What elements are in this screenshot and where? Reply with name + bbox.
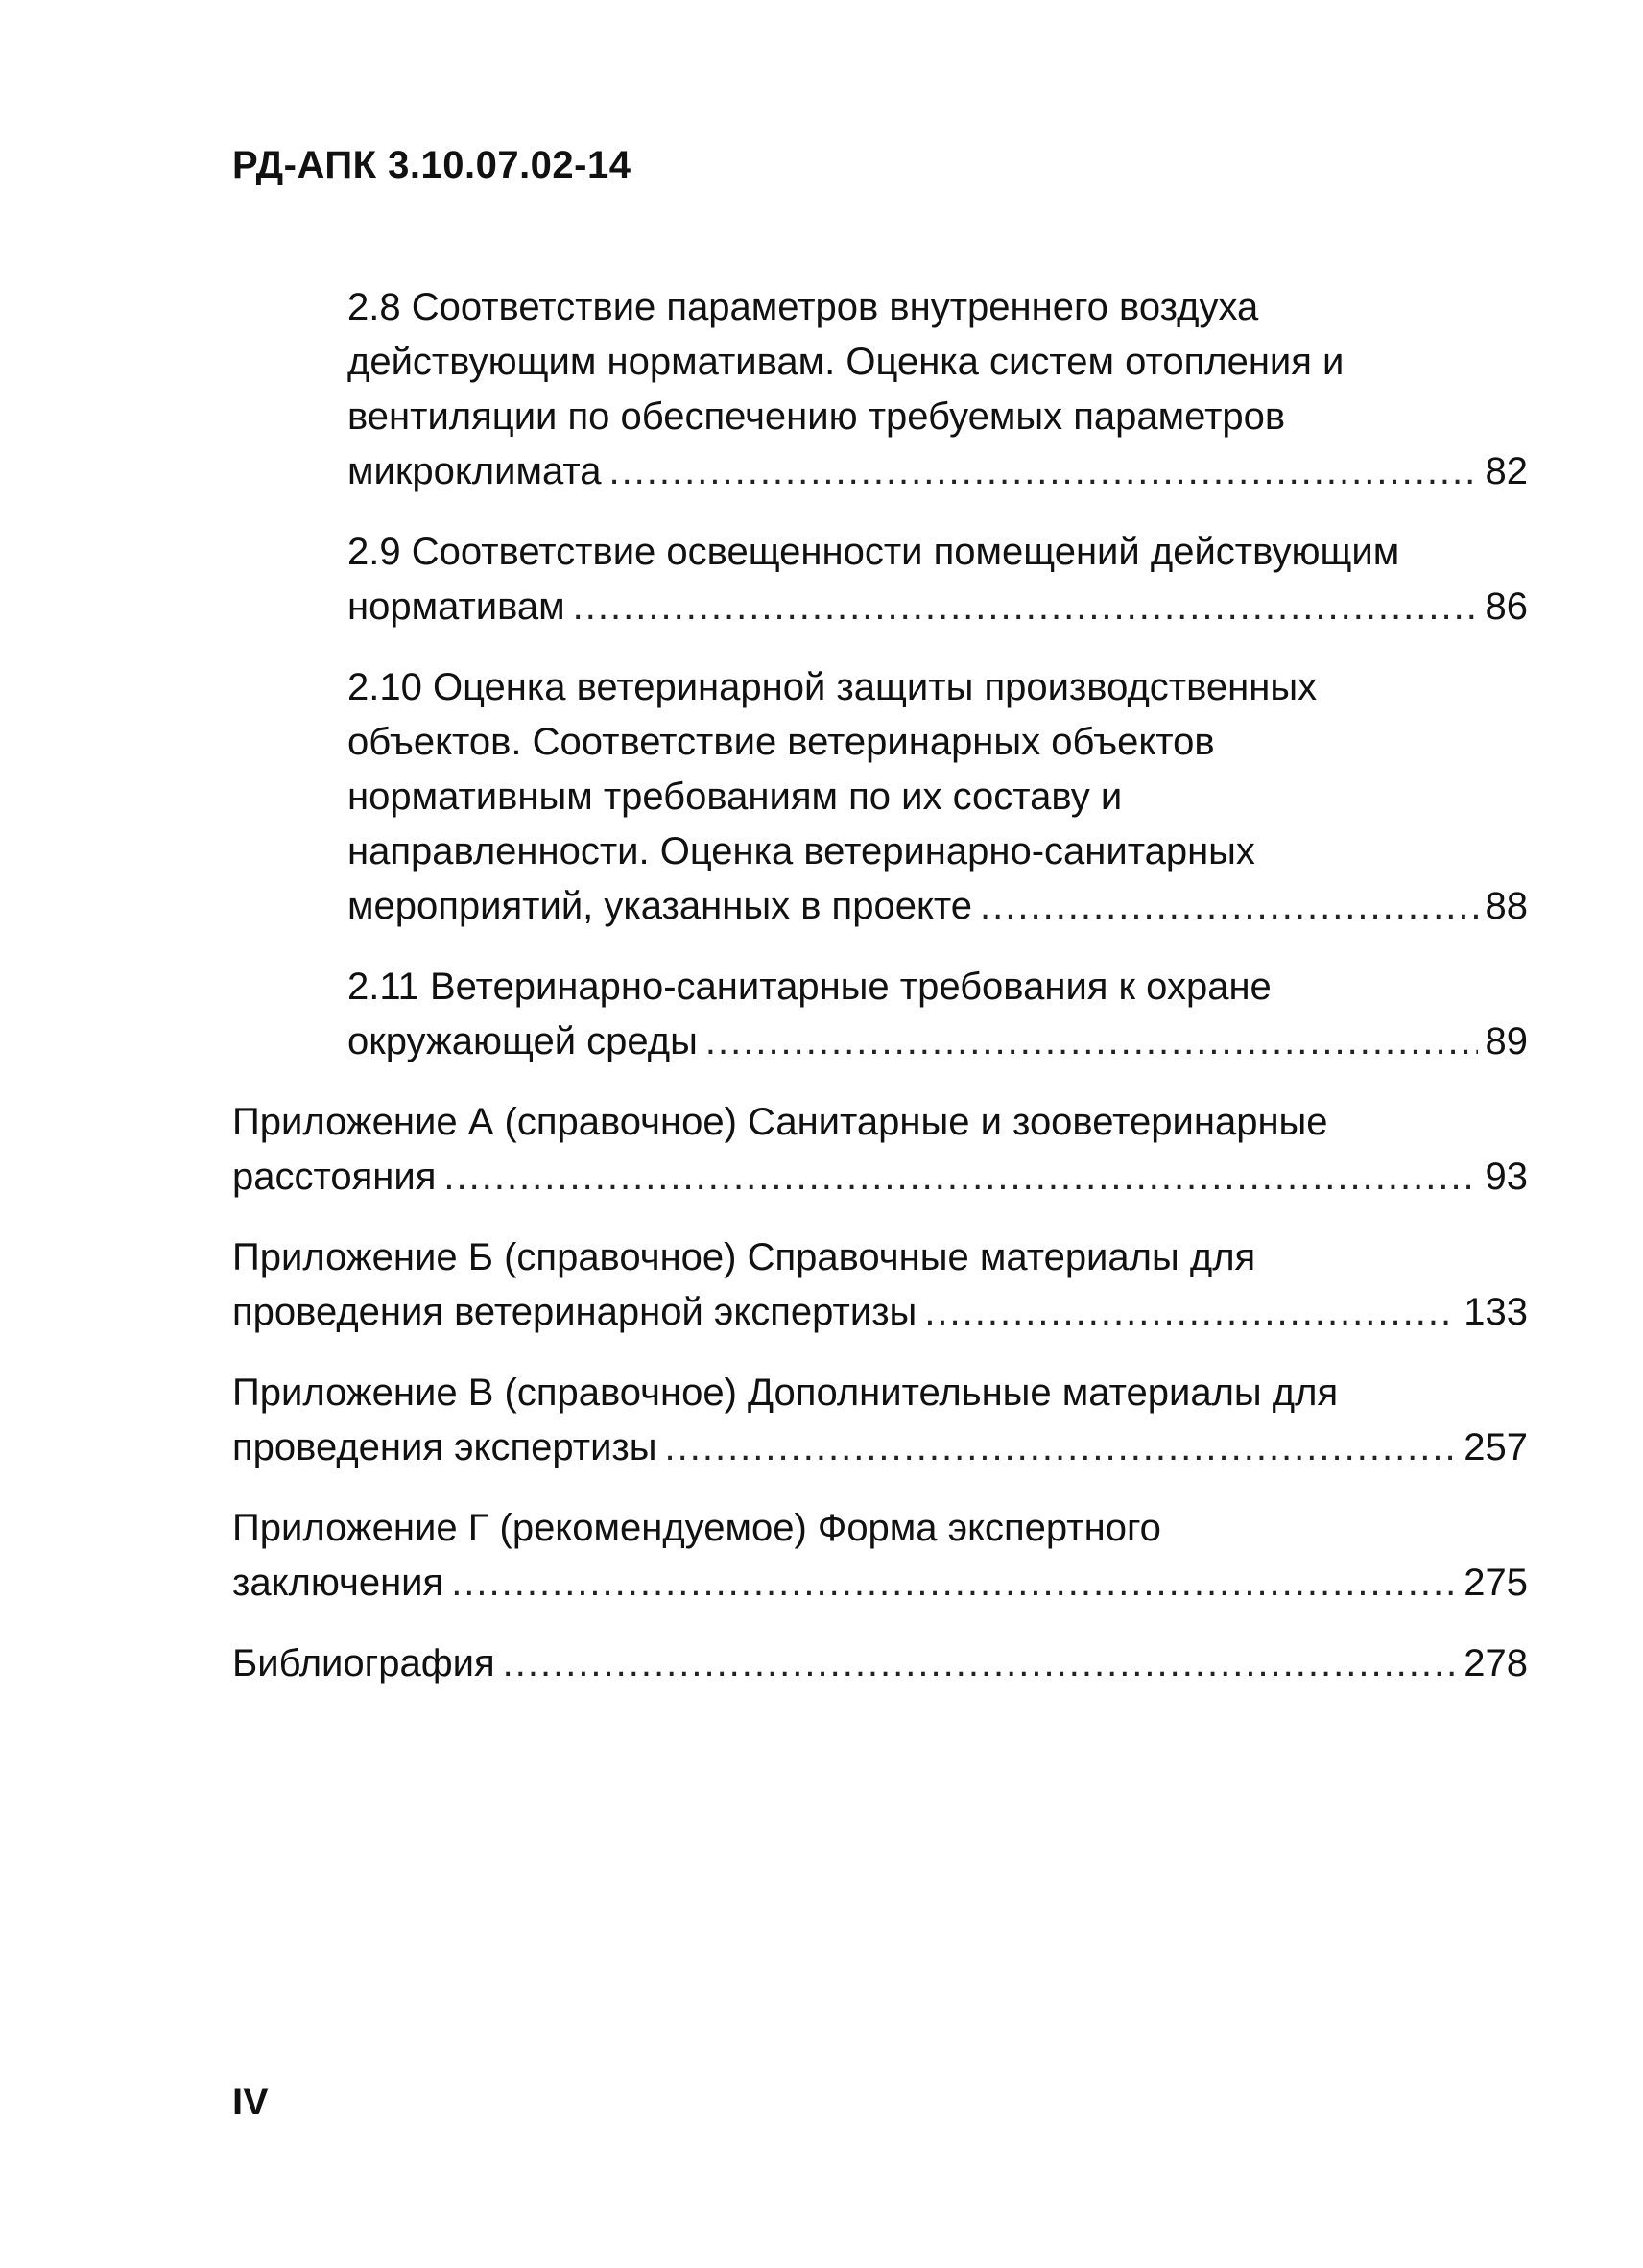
toc-page-number: 82 [1485, 450, 1528, 492]
toc-entry-line: действующим нормативам. Оценка систем отопления и [347, 341, 1345, 383]
toc-entry-bibliography [232, 1636, 1528, 1691]
toc-entry-line: Приложение Г (рекомендуемое) Форма экспертного [232, 1507, 1161, 1549]
toc-entry-line: окружающей среды [347, 1020, 698, 1062]
toc-page-number: 93 [1485, 1156, 1528, 1198]
toc-entry-line: направленности. Оценка ветеринарно-санитарных [347, 830, 1255, 872]
toc-entry-line: 2.9 Соответствие освещенности помещений действующим [347, 531, 1400, 573]
toc-entry-2-11 [232, 960, 1528, 1069]
toc-page-number: 257 [1464, 1426, 1528, 1468]
leader-dots [705, 1015, 1478, 1069]
toc-page-number: 275 [1464, 1562, 1528, 1604]
toc-entry-appendix-b [232, 1230, 1528, 1340]
leader-dots [443, 1150, 1477, 1205]
toc-entry-line: 2.11 Ветеринарно-санитарные требования к охране [347, 966, 1272, 1008]
toc-page-number: 89 [1485, 1020, 1528, 1062]
toc-entry-line: нормативам [347, 585, 565, 628]
toc-entry-line: 2.8 Соответствие параметров внутреннего воздуха [347, 286, 1259, 328]
leader-dots [608, 444, 1477, 499]
toc-entry-line: расстояния [232, 1156, 437, 1198]
toc-entry-line: объектов. Соответствие ветеринарных объектов [347, 721, 1215, 763]
toc-entry-2-10 [232, 660, 1528, 934]
leader-dots [503, 1636, 1457, 1691]
table-of-contents [232, 280, 1528, 1717]
toc-page-number: 86 [1485, 585, 1528, 628]
toc-entry-line: микроклимата [347, 450, 602, 492]
toc-entry-final-line [232, 1285, 1528, 1340]
toc-page-number: 278 [1464, 1642, 1528, 1684]
toc-entry-final-line [232, 1636, 1528, 1691]
toc-page-number: 88 [1485, 885, 1528, 927]
leader-dots [665, 1420, 1457, 1475]
toc-entry-line: 2.10 Оценка ветеринарной защиты производственных [347, 666, 1318, 708]
leader-dots [451, 1556, 1456, 1611]
toc-entry-line: вентиляции по обеспечению требуемых параметров [347, 395, 1286, 438]
toc-entry-2-8 [232, 280, 1528, 499]
toc-entry-line: нормативным требованиям по их составу и [347, 776, 1123, 818]
toc-entry-final-line [347, 580, 1528, 634]
toc-entry-line: мероприятий, указанных в проекте [347, 885, 973, 927]
toc-entry-final-line [347, 879, 1528, 934]
toc-entry-appendix-a [232, 1095, 1528, 1205]
leader-dots [573, 580, 1478, 634]
toc-entry-line: Приложение А (справочное) Санитарные и зооветеринарные [232, 1101, 1328, 1143]
toc-entry-line: проведения экспертизы [232, 1426, 657, 1468]
toc-page-number: 133 [1464, 1291, 1528, 1333]
toc-entry-final-line [232, 1420, 1528, 1475]
toc-entry-final-line [232, 1556, 1528, 1611]
toc-entry-line: Приложение Б (справочное) Справочные материалы для [232, 1236, 1256, 1278]
toc-entry-final-line [347, 444, 1528, 499]
toc-entry-2-9 [232, 525, 1528, 634]
leader-dots [980, 879, 1477, 934]
document-code: РД-АПК 3.10.07.02-14 [232, 144, 631, 186]
toc-entry-final-line [232, 1150, 1528, 1205]
toc-entry-final-line [347, 1015, 1528, 1069]
toc-entry-line: заключения [232, 1562, 444, 1604]
toc-entry-line: Приложение В (справочное) Дополнительные материалы для [232, 1372, 1339, 1414]
toc-entry-appendix-g [232, 1501, 1528, 1611]
page-number: IV [232, 2081, 269, 2123]
leader-dots [924, 1285, 1456, 1340]
toc-entry-appendix-v [232, 1366, 1528, 1475]
toc-entry-line: проведения ветеринарной экспертизы [232, 1291, 917, 1333]
toc-entry-line: Библиография [232, 1642, 495, 1684]
